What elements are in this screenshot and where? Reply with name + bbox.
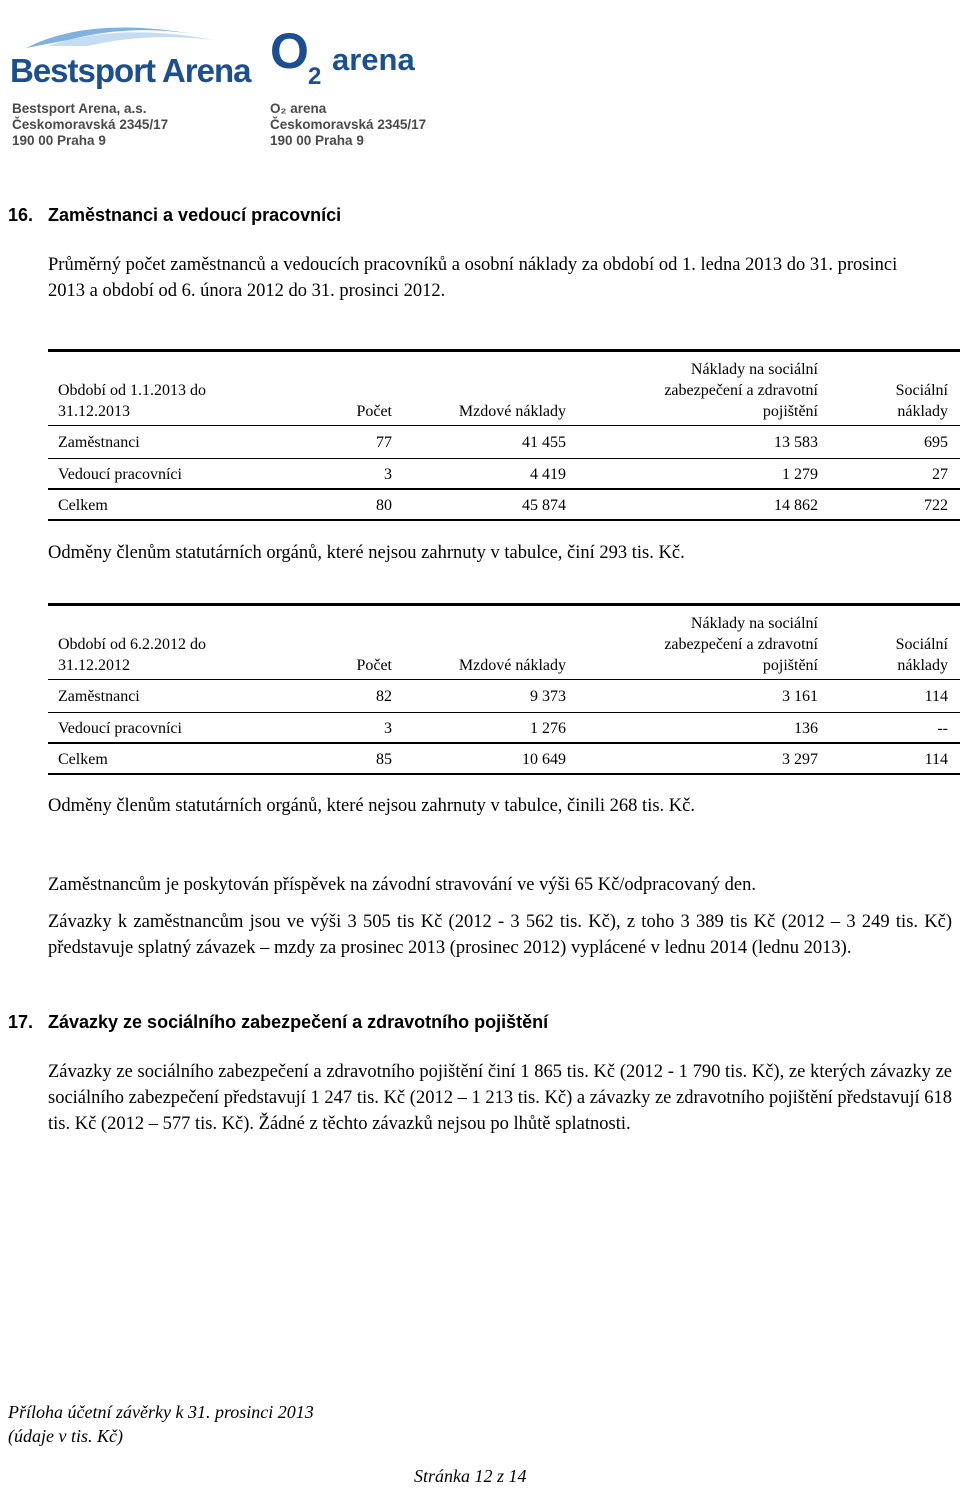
- cell-soc: 14 862: [774, 497, 818, 514]
- table-bottom-rule: [48, 519, 960, 521]
- company-address: [12, 101, 168, 149]
- footer-note: [8, 1400, 314, 1448]
- address-line: O₂ arena: [270, 101, 327, 116]
- table-bottom-rule: [48, 773, 960, 775]
- period-line: 31.12.2012: [58, 657, 130, 674]
- header-line: náklady: [897, 403, 948, 420]
- table-top-rule: [48, 349, 960, 352]
- page-sep: z: [497, 1466, 505, 1486]
- cell-mzdy: 4 419: [530, 466, 566, 483]
- period-line: Období od 1.1.2013 do: [58, 382, 206, 399]
- cell-soc: 13 583: [774, 434, 818, 451]
- row-label: Zaměstnanci: [58, 688, 140, 705]
- cell-socn: 114: [924, 688, 948, 705]
- svg-text:O: O: [270, 23, 309, 79]
- header-line: pojištění: [762, 657, 818, 674]
- table-2012: [48, 603, 960, 775]
- header-line: Náklady na sociální: [690, 361, 818, 378]
- section-16-number: 16.: [8, 205, 34, 225]
- header-line: náklady: [897, 657, 948, 674]
- cell-socn: 27: [932, 466, 948, 483]
- cell-socn: 695: [924, 434, 948, 451]
- svg-text:arena: arena: [332, 42, 415, 77]
- page-current: 12: [474, 1466, 493, 1486]
- table-row: [48, 681, 960, 712]
- page-total: 14: [508, 1466, 527, 1486]
- table-rule: [48, 679, 960, 680]
- section-16-intro: Průměrný počet zaměstnanců a vedoucích pracovníků a osobní náklady za období od 1. ledna 2013 do 31. prosinci 2013 a období od 6. února 2012 do 31. prosinci 2012.: [48, 255, 898, 301]
- header-line: Sociální: [895, 636, 948, 653]
- cell-mzdy: 10 649: [522, 751, 566, 768]
- header-line: Náklady na sociální: [690, 615, 818, 632]
- address-line: 190 00 Praha 9: [270, 133, 364, 148]
- address-line: Českomoravská 2345/17: [12, 117, 169, 132]
- row-label: Zaměstnanci: [58, 434, 140, 451]
- o2-arena-logo: [270, 18, 440, 90]
- cell-pocet: 82: [376, 688, 392, 705]
- header-pocet: Počet: [356, 657, 392, 674]
- cell-soc: 3 161: [782, 688, 818, 705]
- header-socialni-naklady: [896, 634, 948, 676]
- cell-socn: 722: [924, 497, 948, 514]
- header-naklady-socialni: [664, 359, 818, 422]
- svg-text:Bestsport Arena: Bestsport Arena: [10, 52, 251, 89]
- venue-address: [270, 101, 426, 149]
- cell-mzdy: 1 276: [530, 720, 566, 737]
- header-line: zabezpečení a zdravotní: [664, 636, 818, 653]
- cell-pocet: 3: [384, 720, 392, 737]
- row-label: Celkem: [58, 751, 108, 768]
- cell-mzdy: 45 874: [522, 497, 566, 514]
- cell-pocet: 3: [384, 466, 392, 483]
- row-label: Vedoucí pracovníci: [58, 720, 182, 737]
- address-line: Českomoravská 2345/17: [270, 117, 427, 132]
- header-naklady-socialni: [664, 613, 818, 676]
- address-line: 190 00 Praha 9: [12, 133, 106, 148]
- section-17-number: 17.: [8, 1012, 34, 1032]
- period-line: 31.12.2013: [58, 403, 130, 420]
- header-period: [58, 634, 206, 676]
- section-17-title: Závazky ze sociálního zabezpečení a zdravotního pojištění: [48, 1012, 549, 1032]
- svg-text:2: 2: [308, 63, 322, 90]
- employee-liabilities-text: Závazky k zaměstnancům jsou ve výši 3 505 tis Kč (2012 - 3 562 tis. Kč), z toho 3 389 tis Kč (2012 – 3 249 tis. Kč) představuje splatný závazek – mzdy za prosinec 2013 (prosinec 2012) vyplácené v lednu 2014 (lednu 2013).: [48, 912, 952, 958]
- cell-socn: 114: [924, 751, 948, 768]
- page-prefix: Stránka: [414, 1466, 470, 1486]
- header-pocet: Počet: [356, 403, 392, 420]
- cell-pocet: 77: [376, 434, 392, 451]
- table-row: [48, 427, 960, 458]
- footer-line: Příloha účetní závěrky k 31. prosinci 2013: [8, 1402, 314, 1422]
- cell-mzdy: 41 455: [522, 434, 566, 451]
- meal-allowance-text: Zaměstnancům je poskytován příspěvek na závodní stravování ve výši 65 Kč/odpracovaný den.: [48, 875, 756, 895]
- table-row: [48, 459, 960, 490]
- table-row-total: [48, 744, 960, 775]
- header-line: Sociální: [895, 382, 948, 399]
- table-2013: [48, 349, 960, 521]
- header-period: [58, 380, 206, 422]
- section-17-text: Závazky ze sociálního zabezpečení a zdravotního pojištění činí 1 865 tis. Kč (2012 - 1 790 tis. Kč), ze kterých závazky ze sociálního zabezpečení představují 1 247 tis. Kč (2012 – 1 213 tis. Kč) a závazky ze zdravotního pojištění představují 618 tis. Kč (2012 – 577 tis. Kč). Žádné z těchto závazků nejsou po lhůtě splatnosti.: [48, 1062, 952, 1134]
- header-socialni-naklady: [896, 380, 948, 422]
- cell-soc: 1 279: [782, 466, 818, 483]
- table-row: [48, 713, 960, 744]
- header-line: zabezpečení a zdravotní: [664, 382, 818, 399]
- page-number: [414, 1464, 527, 1488]
- bestsport-arena-logo: [8, 20, 251, 90]
- row-label: Vedoucí pracovníci: [58, 466, 182, 483]
- section-16-title: Zaměstnanci a vedoucí pracovníci: [48, 205, 342, 225]
- period-line: Období od 6.2.2012 do: [58, 636, 206, 653]
- table-2013-note: Odměny členům statutárních orgánů, které nejsou zahrnuty v tabulce, činí 293 tis. Kč.: [48, 543, 685, 563]
- cell-soc: 3 297: [782, 751, 818, 768]
- header-mzdove-naklady: Mzdové náklady: [458, 657, 566, 674]
- address-line: Bestsport Arena, a.s.: [12, 101, 147, 116]
- header-mzdove-naklady: Mzdové náklady: [458, 403, 566, 420]
- cell-socn: --: [937, 720, 948, 737]
- header-line: pojištění: [762, 403, 818, 420]
- table-rule: [48, 425, 960, 426]
- cell-soc: 136: [794, 720, 818, 737]
- cell-mzdy: 9 373: [530, 688, 566, 705]
- cell-pocet: 85: [376, 751, 392, 768]
- footer-line: (údaje v tis. Kč): [8, 1426, 123, 1446]
- cell-pocet: 80: [376, 497, 392, 514]
- table-row-total: [48, 490, 960, 521]
- row-label: Celkem: [58, 497, 108, 514]
- table-2012-note: Odměny členům statutárních orgánů, které nejsou zahrnuty v tabulce, činili 268 tis. Kč.: [48, 796, 695, 816]
- table-top-rule: [48, 603, 960, 606]
